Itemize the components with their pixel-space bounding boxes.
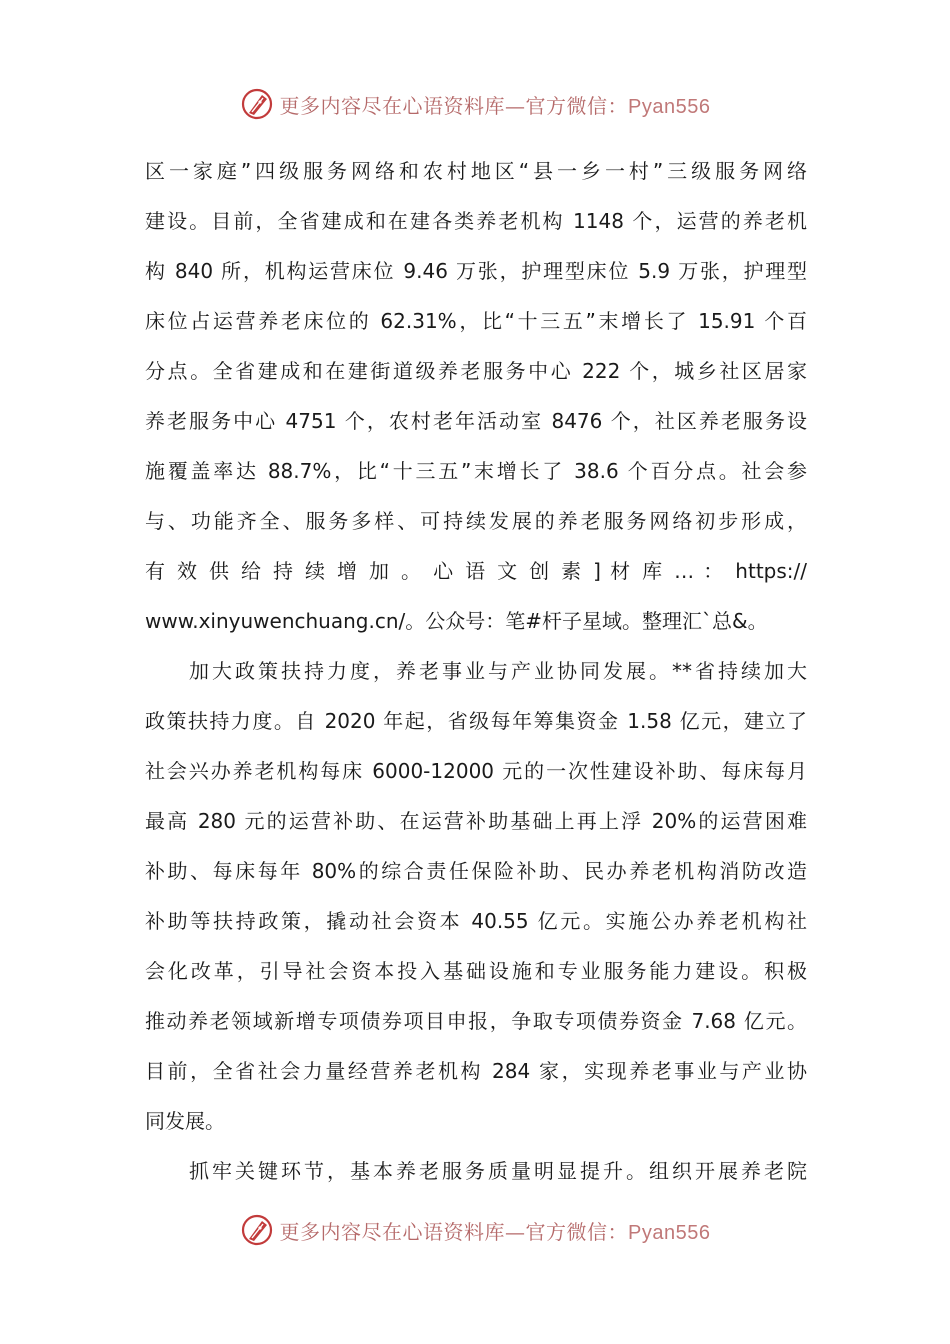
footer-banner-text: 更多内容尽在心语资料库—官方微信：Pyan556 [279,1219,711,1244]
header-banner [0,84,950,124]
text-line: 最高 280 元的运营补助、在运营补助基础上再上浮 20%的运营困难 [145,809,807,833]
text-line: 推动养老领域新增专项债券项目申报，争取专项债券资金 7.68 亿元。 [145,1009,807,1033]
text-line: 构 840 所，机构运营床位 9.46 万张，护理型床位 5.9 万张，护理型 [145,259,807,283]
text-line: 同发展。 [145,1109,225,1133]
header-banner-text: 更多内容尽在心语资料库—官方微信：Pyan556 [279,93,711,118]
text-line: 施覆盖率达 88.7%，比“十三五”末增长了 38.6 个百分点。社会参 [145,459,807,483]
footer-wechat-id: Pyan556 [628,1221,711,1244]
text-line: 与、功能齐全、服务多样、可持续发展的养老服务网络初步形成， [145,509,807,533]
paragraph-start-line: 加大政策扶持力度，养老事业与产业协同发展。**省持续加大 [189,659,807,683]
header-wechat-id: Pyan556 [628,95,711,118]
text-line: 养老服务中心 4751 个，农村老年活动室 8476 个，社区养老服务设 [145,409,807,433]
text-line: 社会兴办养老机构每床 6000-12000 元的一次性建设补助、每床每月 [145,759,807,783]
text-line: 补助、每床每年 80%的综合责任保险补助、民办养老机构消防改造 [145,859,807,883]
text-line: 建设。目前，全省建成和在建各类养老机构 1148 个，运营的养老机 [145,209,807,233]
text-line: 区一家庭”四级服务网络和农村地区“县一乡一村”三级服务网络 [145,159,807,183]
text-line: 床位占运营养老床位的 62.31%，比“十三五”末增长了 15.91 个百 [145,309,807,333]
pen-nib-circle-icon [240,1213,274,1247]
text-line: 有 效 供 给 持 续 增 加 。 心 语 文 创 素 ] 材 库 … ： https:// [145,559,807,583]
text-line: 会化改革，引导社会资本投入基础设施和专业服务能力建设。积极 [145,959,807,983]
text-line: 政策扶持力度。自 2020 年起，省级每年筹集资金 1.58 亿元，建立了 [145,709,807,733]
text-line: 分点。全省建成和在建街道级养老服务中心 222 个，城乡社区居家 [145,359,807,383]
paragraph-start-line: 抓牢关键环节，基本养老服务质量明显提升。组织开展养老院 [189,1159,807,1183]
pen-nib-circle-icon [240,87,274,121]
text-line: 目前，全省社会力量经营养老机构 284 家，实现养老事业与产业协 [145,1059,807,1083]
footer-banner [0,1210,950,1250]
text-line: 补助等扶持政策，撬动社会资本 40.55 亿元。实施公办养老机构社 [145,909,807,933]
document-body [145,146,807,1196]
text-line: www.xinyuwenchuang.cn/。公众号：笔#杆子星域。整理汇`总&。 [145,609,768,633]
